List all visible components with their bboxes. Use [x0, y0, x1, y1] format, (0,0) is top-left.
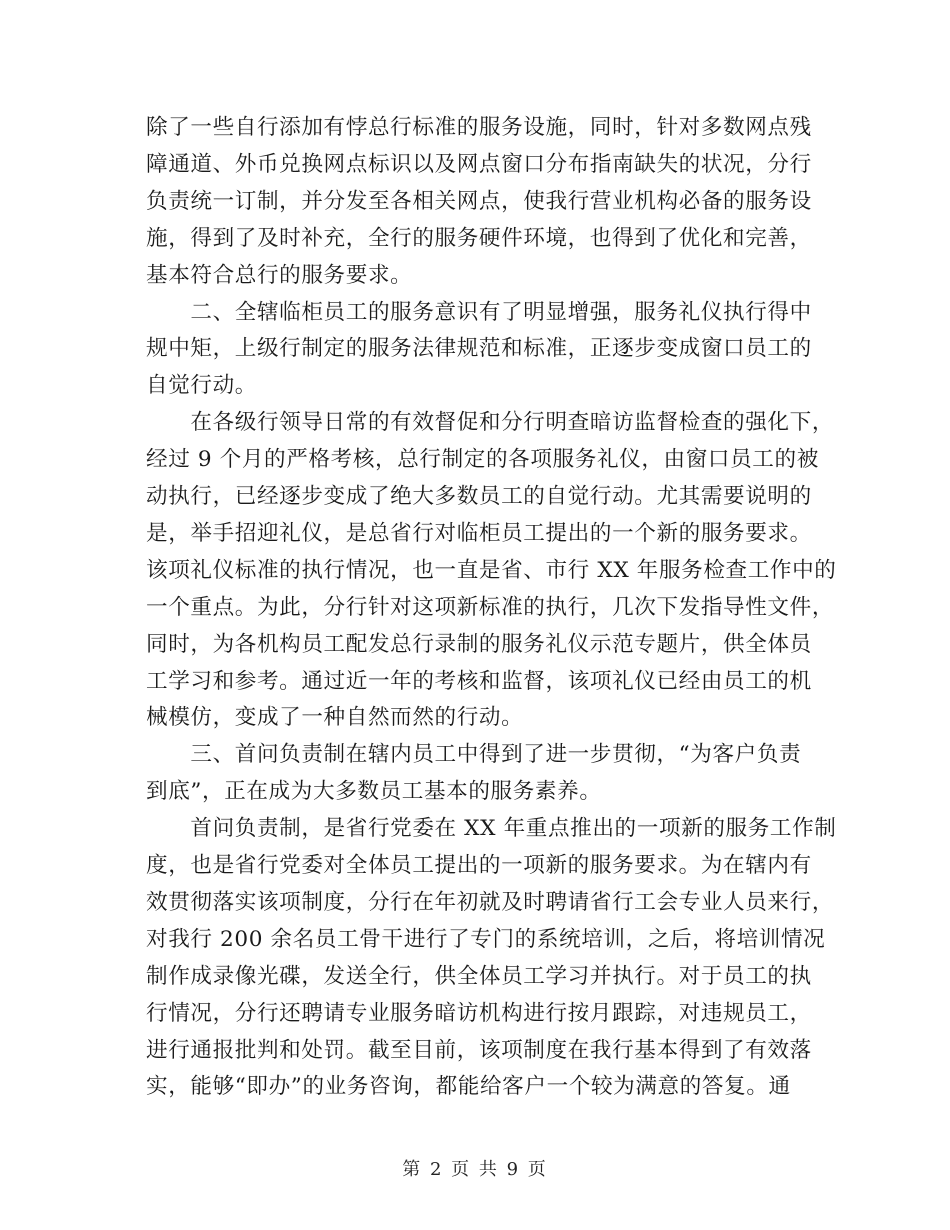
text-line: 行情况，分行还聘请专业服务暗访机构进行按月跟踪，对违规员工， — [146, 1000, 812, 1026]
text-line: 效贯彻落实该项制度，分行在年初就及时聘请省行工会专业人员来行， — [146, 889, 835, 915]
text-line: 二、全辖临柜员工的服务意识有了明显增强，服务礼仪执行得中 — [146, 299, 812, 325]
text-line: 经过 9 个月的严格考核，总行制定的各项服务礼仪，由窗口员工的被 — [146, 447, 819, 473]
text-line: 施，得到了及时补充，全行的服务硬件环境，也得到了优化和完善， — [146, 225, 812, 251]
text-line: 在各级行领导日常的有效督促和分行明查暗访监督检查的强化下， — [146, 410, 835, 436]
text-line: 同时，为各机构员工配发总行录制的服务礼仪示范专题片，供全体员 — [146, 631, 812, 657]
text-line: 除了一些自行添加有悖总行标准的服务设施，同时，针对多数网点残 — [146, 115, 812, 140]
page-footer: 第 2 页 共 9 页 — [402, 1159, 548, 1180]
text-line: 对我行 200 余名员工骨干进行了专门的系统培训，之后，将培训情况 — [146, 926, 826, 952]
text-line: 度，也是省行党委对全体员工提出的一项新的服务要求。为在辖内有 — [146, 853, 812, 878]
text-line: 首问负责制，是省行党委在 XX 年重点推出的一项新的服务工作制 — [146, 816, 837, 842]
text-line: 到底”，正在成为大多数员工基本的服务素养。 — [146, 779, 602, 805]
text-line: 实，能够“即办”的业务咨询，都能给客户一个较为满意的答复。通 — [146, 1074, 791, 1100]
text-line: 三、首问负责制在辖内员工中得到了进一步贯彻，“为客户负责 — [146, 742, 802, 768]
text-line: 该项礼仪标准的执行情况，也一直是省、市行 XX 年服务检查工作中的 — [146, 557, 837, 583]
text-line: 进行通报批判和处罚。截至目前，该项制度在我行基本得到了有效落 — [146, 1037, 812, 1063]
text-line: 基本符合总行的服务要求。 — [146, 262, 413, 288]
text-line: 自觉行动。 — [146, 373, 257, 399]
text-line: 是，举手招迎礼仪，是总省行对临柜员工提出的一个新的服务要求。 — [146, 520, 812, 546]
text-line: 制作成录像光碟，发送全行，供全体员工学习并执行。对于员工的执 — [146, 963, 812, 989]
text-line: 障通道、外币兑换网点标识以及网点窗口分布指南缺失的状况，分行 — [146, 151, 812, 177]
text-line: 规中矩，上级行制定的服务法律规范和标准，正逐步变成窗口员工的 — [146, 336, 812, 362]
text-line: 工学习和参考。通过近一年的考核和监督，该项礼仪已经由员工的机 — [146, 668, 812, 694]
text-line: 负责统一订制，并分发至各相关网点，使我行营业机构必备的服务设 — [146, 188, 812, 214]
text-line: 动执行，已经逐步变成了绝大多数员工的自觉行动。尤其需要说明的 — [146, 484, 812, 509]
text-line: 一个重点。为此，分行针对这项新标准的执行，几次下发指导性文件， — [146, 594, 835, 620]
text-line: 械模仿，变成了一种自然而然的行动。 — [146, 705, 524, 731]
